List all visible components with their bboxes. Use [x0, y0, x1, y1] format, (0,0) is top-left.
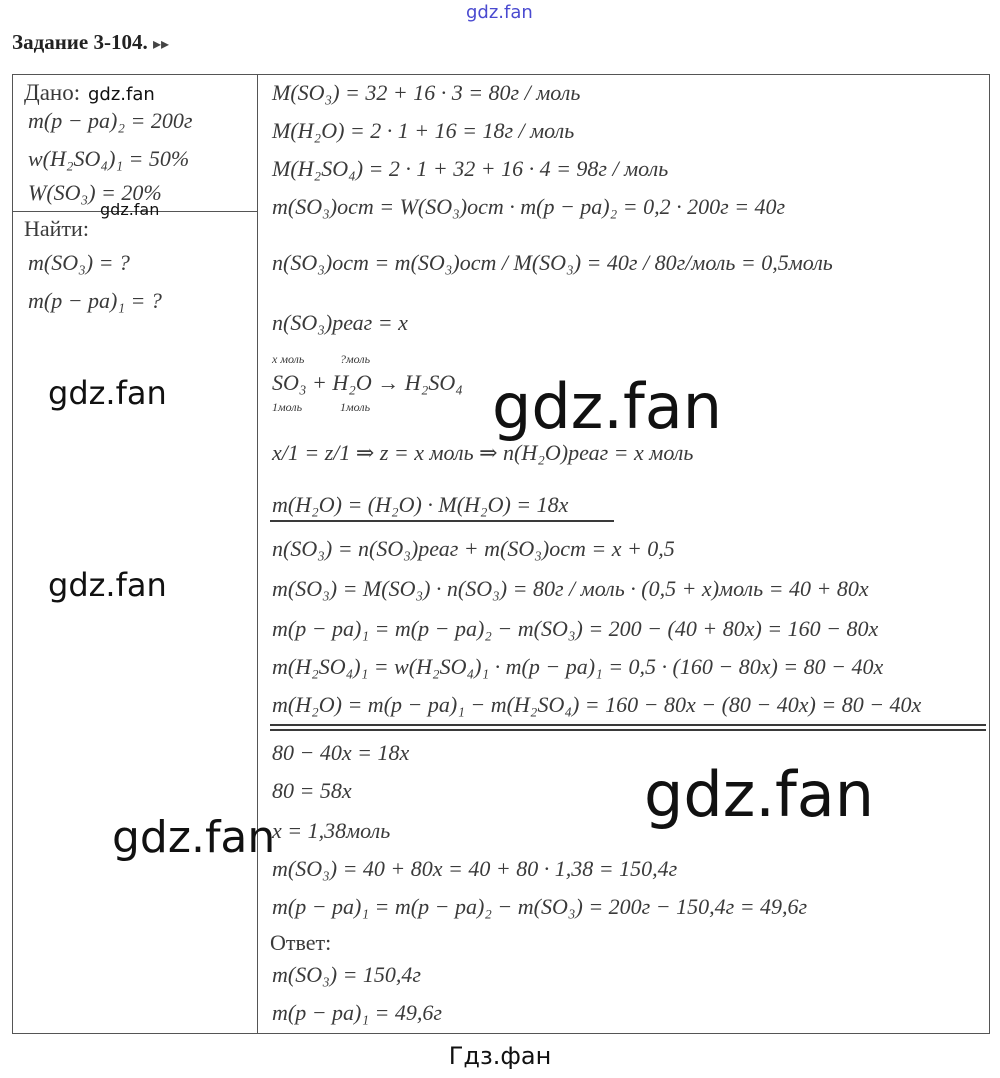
reaction-bottom-left: 1моль [272, 400, 303, 414]
watermark-dano: gdz.fan [88, 84, 155, 105]
solution-line-8: x/1 = z/1 ⇒ z = x моль ⇒ n(H₂O)реаг = x моль [272, 440, 694, 465]
answer-label: Ответ: [270, 930, 332, 955]
watermark-left-3: gdz.fan [112, 812, 276, 863]
solution-line-11: m(SO₃) = M(SO₃) · n(SO₃) = 80г / моль · (0,5 + x)моль = 40 + 80x [272, 576, 869, 601]
watermark-left-2: gdz.fan [48, 566, 167, 604]
solution-line-4: m(SO₃)ост = W(SO₃)ост · m(p − pa)₂ = 0,2 · 200г = 40г [272, 194, 786, 219]
solution-line-19: m(p − pa)₁ = m(p − pa)₂ − m(SO₃) = 200г − 150,4г = 49,6г [272, 894, 808, 919]
solution-line-6: n(SO₃)реаг = x [272, 310, 408, 335]
given-label: Дано: [24, 80, 81, 105]
solution-line-2: M(H₂O) = 2 · 1 + 16 = 18г / моль [272, 118, 575, 143]
underline-line-9 [270, 520, 614, 522]
task-title-mark: ▸▸ [152, 36, 170, 53]
reaction-bottom-right: 1моль [340, 400, 371, 414]
solution-line-5: n(SO₃)ост = m(SO₃)ост / M(SO₃) = 40г / 80г/моль = 0,5моль [272, 250, 833, 275]
solution-line-12: m(p − pa)₁ = m(p − pa)₂ − m(SO₃) = 200 − (40 + 80x) = 160 − 80x [272, 616, 879, 641]
solution-line-17: x = 1,38моль [272, 818, 391, 843]
solution-line-13: m(H₂SO₄)₁ = w(H₂SO₄)₁ · m(p − pa)₁ = 0,5 · (160 − 80x) = 80 − 40x [272, 654, 884, 679]
solution-line-18: m(SO₃) = 40 + 80x = 40 + 80 · 1,38 = 150,4г [272, 856, 678, 881]
given-line-2: w(H₂SO₄)₁ = 50% [28, 146, 190, 171]
double-rule-bottom [270, 729, 986, 731]
task-title [12, 30, 169, 55]
reaction-equation: SO₃ + H₂O → H₂SO₄ [272, 370, 463, 395]
answer-line-1: m(SO₃) = 150,4г [272, 962, 422, 987]
given-line-3: W(SO₃) = 20% [28, 180, 162, 205]
solution-line-3: M(H₂SO₄) = 2 · 1 + 32 + 16 · 4 = 98г / моль [272, 156, 669, 181]
watermark-top: gdz.fan [466, 2, 533, 23]
table-divider-vertical [257, 74, 258, 1034]
watermark-left-1: gdz.fan [48, 374, 167, 412]
double-rule-top [270, 724, 986, 726]
solution-line-10: n(SO₃) = n(SO₃)реаг + m(SO₃)ост = x + 0,5 [272, 536, 675, 561]
find-line-2: m(p − pa)₁ = ? [28, 288, 162, 313]
solution-line-15: 80 − 40x = 18x [272, 740, 410, 765]
solution-line-1: M(SO₃) = 32 + 16 · 3 = 80г / моль [272, 80, 581, 105]
solution-line-9: m(H₂O) = (H₂O) · M(H₂O) = 18x [272, 492, 569, 517]
find-line-1: m(SO₃) = ? [28, 250, 130, 275]
watermark-small: gdz.fan [100, 200, 160, 219]
task-title-text: Задание 3-104. [12, 30, 148, 54]
given-line-1: m(p − pa)₂ = 200г [28, 108, 193, 133]
watermark-right: gdz.fan [644, 758, 875, 831]
footer-caption: Гдз.фан [448, 1042, 552, 1070]
reaction-top-right: ?моль [340, 352, 371, 366]
reaction-top-left: x моль [272, 352, 305, 366]
solution-line-14: m(H₂O) = m(p − pa)₁ − m(H₂SO₄) = 160 − 80x − (80 − 40x) = 80 − 40x [272, 692, 922, 717]
watermark-center: gdz.fan [492, 370, 723, 443]
answer-line-2: m(p − pa)₁ = 49,6г [272, 1000, 442, 1025]
solution-line-16: 80 = 58x [272, 778, 352, 803]
find-label: Найти: [24, 216, 89, 241]
